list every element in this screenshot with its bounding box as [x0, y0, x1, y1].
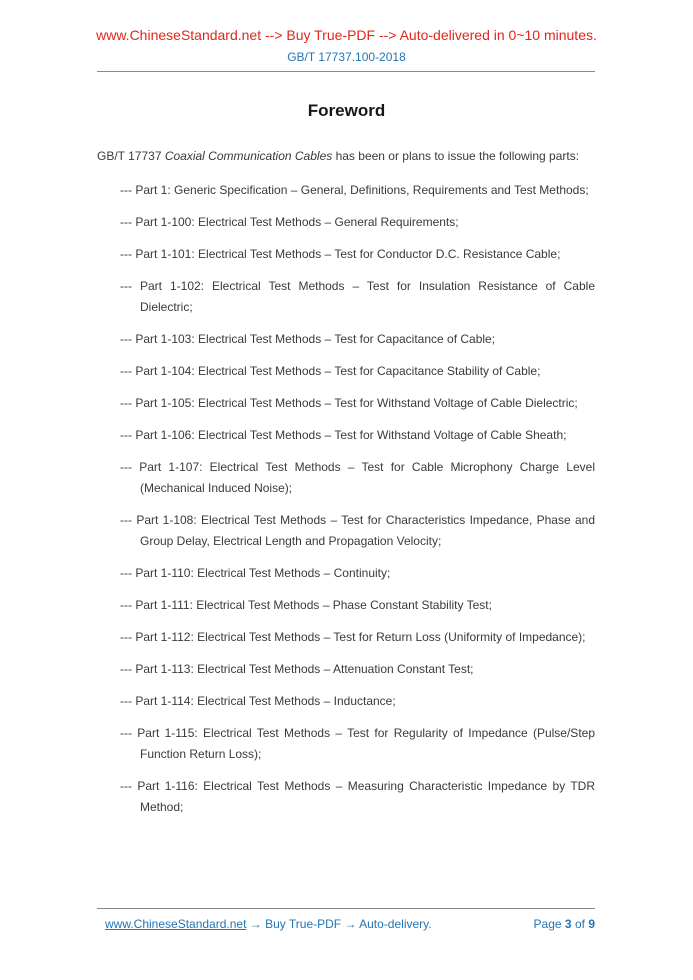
- part-list-item: --- Part 1-113: Electrical Test Methods – Attenuation Constant Test;: [120, 662, 474, 676]
- page-indicator: [534, 917, 595, 931]
- part-list-item: --- Part 1-104: Electrical Test Methods – Test for Capacitance Stability of Cable;: [120, 364, 541, 378]
- part-list-item: --- Part 1-110: Electrical Test Methods – Continuity;: [120, 566, 391, 580]
- page-current: 3: [564, 917, 572, 931]
- footer-link[interactable]: www.ChineseStandard.net: [105, 917, 247, 931]
- intro-suffix: has been or plans to issue the following parts:: [332, 149, 580, 163]
- standard-number: GB/T 17737.100-2018: [287, 50, 406, 64]
- page-footer: [97, 917, 595, 931]
- part-list-item: --- Part 1-105: Electrical Test Methods – Test for Withstand Voltage of Cable Dielectric;: [120, 396, 578, 410]
- part-list-item: --- Part 1-103: Electrical Test Methods – Test for Capacitance of Cable;: [120, 332, 496, 346]
- intro-prefix: GB/T 17737: [97, 149, 165, 163]
- part-list-item: --- Part 1: Generic Specification – General, Definitions, Requirements and Test Methods;: [120, 183, 589, 197]
- footer-divider: [97, 908, 595, 909]
- part-list-item: --- Part 1-102: Electrical Test Methods – Test for Insulation Resistance of Cable Dielectric;: [120, 279, 595, 314]
- part-list-item: --- Part 1-101: Electrical Test Methods – Test for Conductor D.C. Resistance Cable;: [120, 247, 561, 261]
- part-list-item: --- Part 1-111: Electrical Test Methods – Phase Constant Stability Test;: [120, 598, 492, 612]
- footer-promo: [97, 917, 432, 931]
- part-list-item: --- Part 1-107: Electrical Test Methods – Test for Cable Microphony Charge Level (Mechanical Induced Noise);: [120, 460, 595, 495]
- part-list-item: --- Part 1-116: Electrical Test Methods – Measuring Characteristic Impedance by TDR Method;: [120, 779, 595, 814]
- footer-promo-text: → Buy True-PDF → Auto-delivery.: [249, 917, 432, 931]
- part-list-item: --- Part 1-106: Electrical Test Methods – Test for Withstand Voltage of Cable Sheath;: [120, 428, 567, 442]
- part-list-item: --- Part 1-112: Electrical Test Methods – Test for Return Loss (Uniformity of Impedance);: [120, 630, 586, 644]
- document-body: [97, 147, 595, 829]
- page-total: 9: [588, 917, 595, 931]
- promo-banner: www.ChineseStandard.net --> Buy True-PDF --> Auto-delivered in 0~10 minutes.: [96, 27, 597, 43]
- part-list-item: --- Part 1-100: Electrical Test Methods – General Requirements;: [120, 215, 459, 229]
- intro-paragraph: [97, 147, 595, 165]
- part-list-item: --- Part 1-114: Electrical Test Methods – Inductance;: [120, 694, 396, 708]
- part-list-item: --- Part 1-108: Electrical Test Methods – Test for Characteristics Impedance, Phase and Group Delay, Electrical Length and Propagation Velocity;: [120, 513, 595, 548]
- page-of-label: of: [574, 917, 585, 931]
- parts-list: [97, 180, 595, 818]
- part-list-item: --- Part 1-115: Electrical Test Methods – Test for Regularity of Impedance (Pulse/Step Function Return Loss);: [120, 726, 595, 761]
- intro-standard-name: Coaxial Communication Cables: [164, 149, 333, 163]
- page-label: Page: [533, 917, 562, 931]
- header-divider: [97, 71, 595, 72]
- page-title: Foreword: [307, 101, 386, 120]
